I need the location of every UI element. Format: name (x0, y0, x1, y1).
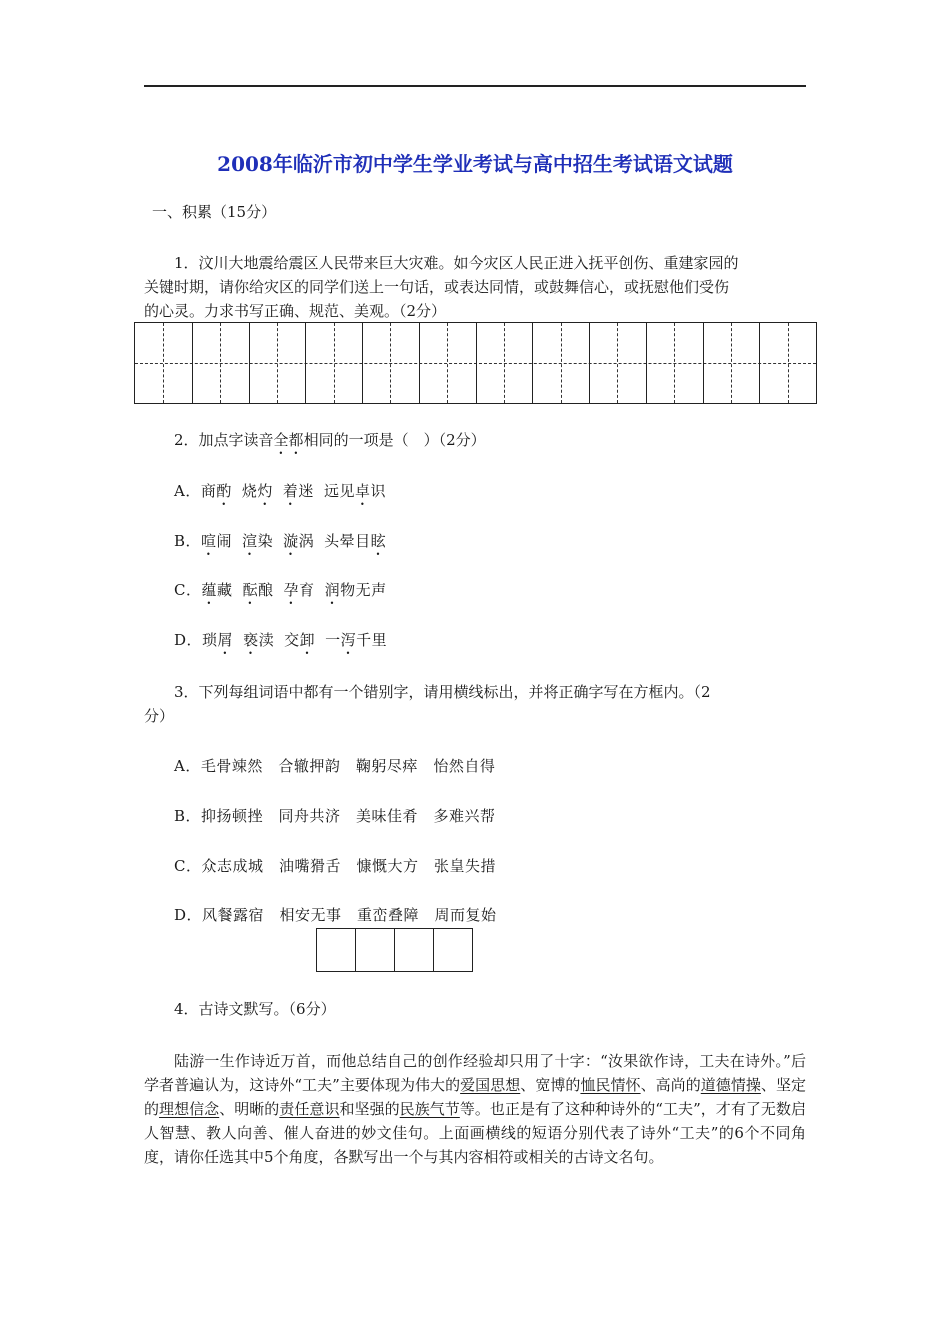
grid-cell-midline (163, 323, 164, 403)
q2-option-word (243, 581, 274, 599)
q2-stem-dot: 全都 (273, 431, 304, 449)
q2-word-dot: 蕴 (201, 581, 217, 599)
q2-word-dot: 泻 (340, 631, 357, 649)
q2-word-pre: 商 (200, 482, 217, 500)
q2-option-label: A． (174, 482, 201, 500)
q2-word-dot: 酌 (216, 482, 232, 500)
q2-word-post: 藏 (217, 581, 233, 599)
q3-line1: 3．下列每组词语中都有一个错别字，请用横线标出，并将正确字写在方框内。（2 (174, 683, 711, 701)
q2-option-word (283, 482, 314, 500)
q2-word-dot: 卓 (354, 482, 371, 500)
grid-cell-midline (674, 323, 675, 403)
q2-word-pre: 琐 (202, 631, 218, 649)
q2-word-dot: 喧 (201, 532, 217, 550)
q2-option-word (202, 631, 233, 649)
q3-option-d[interactable] (174, 903, 836, 927)
q1-line3: 的心灵。力求书写正确、规范、美观。（2分） (144, 302, 447, 320)
q2-word-dot: 着 (282, 482, 299, 500)
q2-option-d[interactable] (174, 628, 836, 658)
q3-option-a[interactable] (174, 754, 836, 778)
q4-underlined-phrase: 爱国思想 (460, 1076, 521, 1094)
q3-option-text: 毛骨竦然 合辙押韵 鞠躬尽瘁 怡然自得 (200, 757, 496, 775)
q2-option-a[interactable] (174, 479, 836, 509)
q2-word-dot: 灼 (257, 482, 273, 500)
q4-text: 、高尚的 (640, 1076, 701, 1094)
q4-stem: 4．古诗文默写。（6分） (174, 1000, 336, 1018)
q2-word-dot: 漩 (283, 532, 299, 550)
answer-box-1[interactable] (316, 928, 356, 972)
q2-word-post: 迷 (298, 482, 314, 500)
q4-text: 、坚定的 (144, 1076, 806, 1118)
q3-option-label: B． (174, 807, 202, 825)
q3-option-c[interactable] (174, 854, 836, 878)
q4-text: 、宽博的 (520, 1076, 581, 1094)
grid-cell-midline (731, 323, 732, 403)
grid-cell-midline (788, 323, 789, 403)
q3-option-text: 风餐露宿 相安无事 重峦叠障 周而复始 (202, 906, 497, 924)
q2-option-label: B． (174, 532, 202, 550)
grid-cell-divider (249, 323, 250, 403)
grid-cell-midline (617, 323, 618, 403)
q2-word-dot: 卸 (299, 631, 316, 649)
q4-text: 和坚强的 (339, 1100, 400, 1118)
page-title: 2008年临沂市初中学生学业考试与高中招生考试语文试题 (217, 152, 733, 176)
q1-line2: 关键时期，请你给灾区的同学们送上一句话，或表达同情，或鼓舞信心，或抚慰他们受伤 (144, 278, 730, 296)
q4-text: 、明晰的 (219, 1100, 280, 1118)
grid-cell-midline (504, 323, 505, 403)
grid-cell-divider (192, 323, 193, 403)
q4-underlined-phrase: 民族气节 (399, 1100, 460, 1118)
q2-option-word (324, 532, 386, 550)
q2-option-label: C． (174, 581, 202, 599)
q2-word-dot: 亵 (243, 631, 259, 649)
q2-option-word (201, 482, 232, 500)
q4-text: 陆游一生作诗近万首，而他总结自己的创作经验却只用了十字：“汝果欲作诗，工夫在诗外。”后学者普遍认为，这诗外“工夫”主要体现为伟大的 (144, 1052, 806, 1094)
q4-underlined-phrase: 理想信念 (159, 1100, 220, 1118)
q2-option-word (242, 482, 273, 500)
header-rule (144, 85, 806, 87)
q2-word-pre: 一 (325, 631, 341, 649)
q2-word-post: 染 (257, 532, 274, 550)
q3-option-text: 众志成城 油嘴猾舌 慷慨大方 张皇失措 (201, 857, 496, 875)
q2-option-word (284, 631, 315, 649)
q2-option-word (201, 581, 232, 599)
q2-option-label: D． (174, 631, 203, 649)
q3-option-b[interactable] (174, 804, 836, 828)
q2-stem-post: 相同的一项是（ ）（2分） (303, 431, 486, 449)
q2-word-post: 闹 (216, 532, 233, 550)
q3-option-label: A． (174, 757, 201, 775)
q1-line1: 1．汶川大地震给震区人民带来巨大灾难。如今灾区人民正进入抚平创伤、重建家园的 (174, 254, 739, 272)
q2-option-word (325, 581, 387, 599)
grid-cell-midline (277, 323, 278, 403)
q4-underlined-phrase: 恤民情怀 (580, 1076, 641, 1094)
grid-cell-divider (476, 323, 477, 403)
grid-cell-divider (532, 323, 533, 403)
grid-cell-divider (419, 323, 420, 403)
q2-option-c[interactable] (174, 578, 836, 608)
grid-cell-divider (703, 323, 704, 403)
q2-word-dot: 屑 (217, 631, 234, 649)
q2-word-pre: 交 (284, 631, 300, 649)
writing-grid[interactable] (134, 322, 817, 404)
answer-box-3[interactable] (394, 928, 434, 972)
answer-box-4[interactable] (433, 928, 473, 972)
q3-line2: 分） (144, 707, 175, 725)
q2-word-post: 育 (299, 581, 315, 599)
grid-cell-divider (646, 323, 647, 403)
q2-word-post: 酿 (258, 581, 274, 599)
q2-word-pre: 烧 (241, 482, 258, 500)
q4-underlined-phrase: 责任意识 (279, 1100, 340, 1118)
q2-option-word (284, 581, 315, 599)
q2-word-post: 物无声 (340, 581, 387, 599)
q2-option-b[interactable] (174, 529, 836, 559)
q3-option-label: C． (174, 857, 202, 875)
q3-option-label: D． (174, 906, 203, 924)
grid-cell-divider (759, 323, 760, 403)
grid-cell-divider (305, 323, 306, 403)
q2-word-post: 识 (370, 482, 386, 500)
q2-word-dot: 孕 (283, 581, 300, 599)
section-heading: 一、积累（15分） (152, 203, 277, 221)
answer-box-2[interactable] (355, 928, 395, 972)
q2-word-pre: 远见 (323, 482, 355, 500)
q2-word-post: 渎 (258, 631, 275, 649)
q2-option-word (325, 631, 387, 649)
q2-word-dot: 渲 (242, 532, 258, 550)
q2-option-word (201, 532, 232, 550)
grid-cell-midline (447, 323, 448, 403)
q2-word-dot: 酝 (242, 581, 259, 599)
q2-stem-pre: 2．加点字读音 (174, 431, 274, 449)
q2-stem (174, 428, 836, 458)
q2-word-pre: 头晕目 (324, 532, 371, 550)
q2-option-word (324, 482, 386, 500)
grid-cell-midline (334, 323, 335, 403)
q4-underlined-phrase: 道德情操 (700, 1076, 761, 1094)
q2-word-post: 千里 (356, 631, 388, 649)
q2-option-word (283, 532, 314, 550)
grid-cell-midline (561, 323, 562, 403)
grid-cell-midline (220, 323, 221, 403)
grid-cell-divider (362, 323, 363, 403)
q2-word-dot: 眩 (370, 532, 387, 550)
q2-word-post: 涡 (298, 532, 315, 550)
grid-cell-divider (589, 323, 590, 403)
q2-option-word (242, 532, 273, 550)
q2-option-word (243, 631, 274, 649)
q4-text: 等。也正是有了这种种诗外的“工夫”，才有了无数启人智慧、教人向善、催人奋进的妙文佳句。上面画横线的短语分别代表了诗外“工夫”的6个不同角度，请你任选其中5个角度，各默写出一个与其内容相符或相关的古诗文名句。 (144, 1100, 806, 1166)
grid-cell-midline (390, 323, 391, 403)
q2-word-dot: 润 (324, 581, 341, 599)
q4-paragraph (144, 1049, 806, 1169)
q3-option-text: 抑扬顿挫 同舟共济 美味佳肴 多难兴帮 (201, 807, 496, 825)
